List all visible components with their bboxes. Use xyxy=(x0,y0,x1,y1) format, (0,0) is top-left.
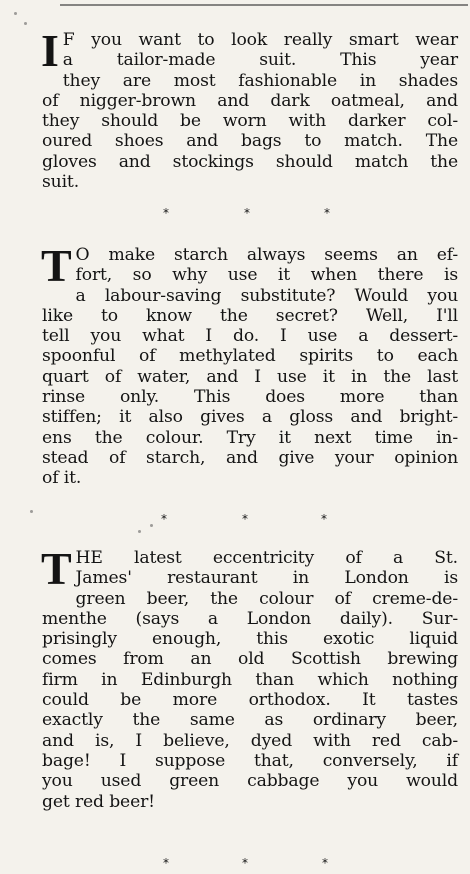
separator-star: * xyxy=(163,856,169,870)
separator-star: * xyxy=(244,206,250,220)
separator-star: * xyxy=(321,512,327,526)
text-line: O make starch always seems an ef- xyxy=(75,245,458,265)
text-line: quart of water, and I use it in the last xyxy=(42,366,458,387)
text-line: a labour-saving substitute? Would you xyxy=(75,285,458,306)
separator-star: * xyxy=(242,856,248,870)
text-line: gloves and stockings should match the xyxy=(42,151,458,172)
text-line: HE latest eccentricity of a St. xyxy=(75,548,458,568)
text-line: firm in Edinburgh than which nothing xyxy=(42,669,458,690)
article-text xyxy=(41,543,458,812)
text-line: comes from an old Scottish brewing xyxy=(42,649,458,670)
top-rule xyxy=(60,4,468,6)
separator-stars xyxy=(0,512,470,526)
text-line: menthe (says a London daily). Sur- xyxy=(42,608,458,629)
text-line: spoonful of methylated spirits to each xyxy=(42,346,458,367)
text-line: of nigger-brown and dark oatmeal, and xyxy=(42,90,458,111)
article-tailor-made-suit xyxy=(41,25,458,193)
text-line: tell you what I do. I use a dessert- xyxy=(42,326,458,347)
article-starch xyxy=(41,240,458,489)
drop-cap: I xyxy=(41,25,59,76)
print-speck xyxy=(138,530,141,533)
text-line: fort, so why use it when there is xyxy=(75,265,458,286)
separator-star: * xyxy=(161,512,167,526)
separator-star: * xyxy=(324,206,330,220)
text-line: a tailor-made suit. This year xyxy=(62,50,458,71)
separator-stars xyxy=(0,206,470,220)
drop-cap: T xyxy=(41,240,72,291)
article-text xyxy=(41,25,458,193)
drop-cap: T xyxy=(41,543,72,594)
print-speck xyxy=(14,12,17,15)
text-line: oured shoes and bags to match. The xyxy=(42,131,458,152)
text-line: ens the colour. Try it next time in- xyxy=(42,427,458,448)
print-speck xyxy=(30,510,33,513)
text-line: bage! I suppose that, conversely, if xyxy=(42,750,458,771)
text-line: James' restaurant in London is xyxy=(75,568,458,589)
text-line: suit. xyxy=(42,172,80,193)
separator-star: * xyxy=(242,512,248,526)
text-line: of it. xyxy=(42,468,82,489)
separator-star: * xyxy=(322,856,328,870)
text-line: rinse only. This does more than xyxy=(42,387,458,408)
article-text xyxy=(41,240,458,489)
text-line: they should be worn with darker col- xyxy=(42,111,458,132)
text-line: they are most fashionable in shades xyxy=(62,70,458,91)
text-line: you used green cabbage you would xyxy=(42,771,458,792)
text-line: get red beer! xyxy=(42,791,155,812)
text-line: and is, I believe, dyed with red cab- xyxy=(42,730,458,751)
text-line: could be more orthodox. It tastes xyxy=(42,690,458,711)
text-line: green beer, the colour of creme-de- xyxy=(75,588,458,609)
text-line: F you want to look really smart wear xyxy=(62,30,458,50)
text-line: prisingly enough, this exotic liquid xyxy=(42,629,458,650)
text-line: stead of starch, and give your opinion xyxy=(42,447,458,468)
print-speck xyxy=(24,22,27,25)
text-line: exactly the same as ordinary beer, xyxy=(42,710,458,731)
print-speck xyxy=(150,524,153,527)
article-green-beer xyxy=(41,543,458,812)
separator-star: * xyxy=(163,206,169,220)
text-line: like to know the secret? Well, I'll xyxy=(42,305,458,326)
text-line: stiffen; it also gives a gloss and bright- xyxy=(42,407,458,428)
separator-stars xyxy=(0,856,470,870)
